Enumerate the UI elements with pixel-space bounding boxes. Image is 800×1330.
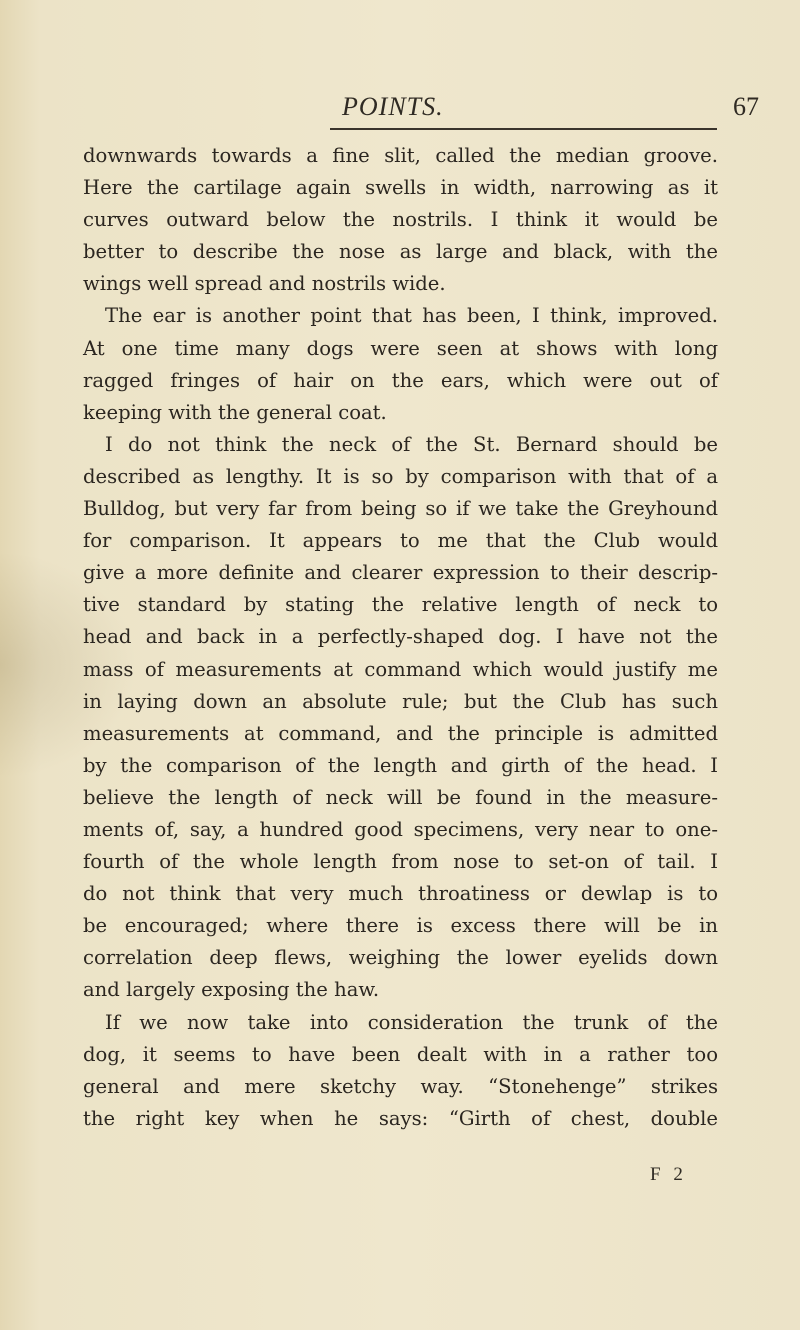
text-line: believe the length of neck will be found in the measure- bbox=[83, 785, 718, 809]
page-header bbox=[140, 86, 800, 126]
text-line: general and mere sketchy way. “Stonehenge” strikes bbox=[83, 1074, 718, 1098]
text-line: for comparison. It appears to me that the Club would bbox=[83, 529, 718, 553]
text-line: dog, it seems to have been dealt with in a rather too bbox=[83, 1042, 718, 1066]
text-line: correlation deep flews, weighing the lower eyelids down bbox=[83, 946, 718, 970]
text-line: curves outward below the nostrils. I think it would be bbox=[83, 208, 718, 232]
text-line: the right key when he says: “Girth of chest, double bbox=[83, 1106, 718, 1130]
text-line: fourth of the whole length from nose to set-on of tail. I bbox=[83, 850, 718, 874]
signature-mark: F 2 bbox=[650, 1164, 687, 1185]
text-line: The ear is another point that has been, I think, improved. bbox=[105, 304, 718, 328]
text-line: better to describe the nose as large and black, with the bbox=[83, 240, 718, 264]
body-text bbox=[83, 140, 718, 1135]
text-line: Here the cartilage again swells in width, narrowing as it bbox=[83, 176, 718, 200]
text-line: tive standard by stating the relative length of neck to bbox=[83, 593, 718, 617]
text-line: wings well spread and nostrils wide. bbox=[83, 272, 446, 296]
text-line: downwards towards a fine slit, called the median groove. bbox=[83, 144, 718, 167]
text-line: described as lengthy. It is so by comparison with that of a bbox=[83, 464, 718, 488]
text-line: do not think that very much throatiness or dewlap is to bbox=[83, 882, 718, 906]
text-line: ments of, say, a hundred good specimens, very near to one- bbox=[83, 817, 718, 841]
text-line: head and back in a perfectly-shaped dog. I have not the bbox=[83, 625, 718, 649]
running-head: POINTS. bbox=[342, 92, 444, 121]
text-line: give a more definite and clearer expression to their descrip- bbox=[83, 561, 718, 585]
text-line: If we now take into consideration the trunk of the bbox=[105, 1010, 718, 1034]
text-line: and largely exposing the haw. bbox=[83, 978, 380, 1002]
text-line: measurements at command, and the principle is admitted bbox=[83, 721, 718, 745]
text-line: At one time many dogs were seen at shows with long bbox=[83, 336, 718, 360]
text-line: I do not think the neck of the St. Bernard should be bbox=[105, 432, 718, 456]
text-line: ragged fringes of hair on the ears, which were out of bbox=[83, 368, 718, 392]
text-line: in laying down an absolute rule; but the Club has such bbox=[83, 689, 718, 713]
text-line: keeping with the general coat. bbox=[83, 400, 387, 424]
text-line: mass of measurements at command which would justify me bbox=[83, 657, 718, 681]
text-line: be encouraged; where there is excess there will be in bbox=[83, 914, 718, 938]
text-line: Bulldog, but very far from being so if we take the Greyhound bbox=[83, 497, 718, 521]
text-line: by the comparison of the length and girth of the head. I bbox=[83, 753, 718, 777]
page-number: 67 bbox=[733, 92, 759, 121]
header-rule bbox=[330, 128, 717, 130]
